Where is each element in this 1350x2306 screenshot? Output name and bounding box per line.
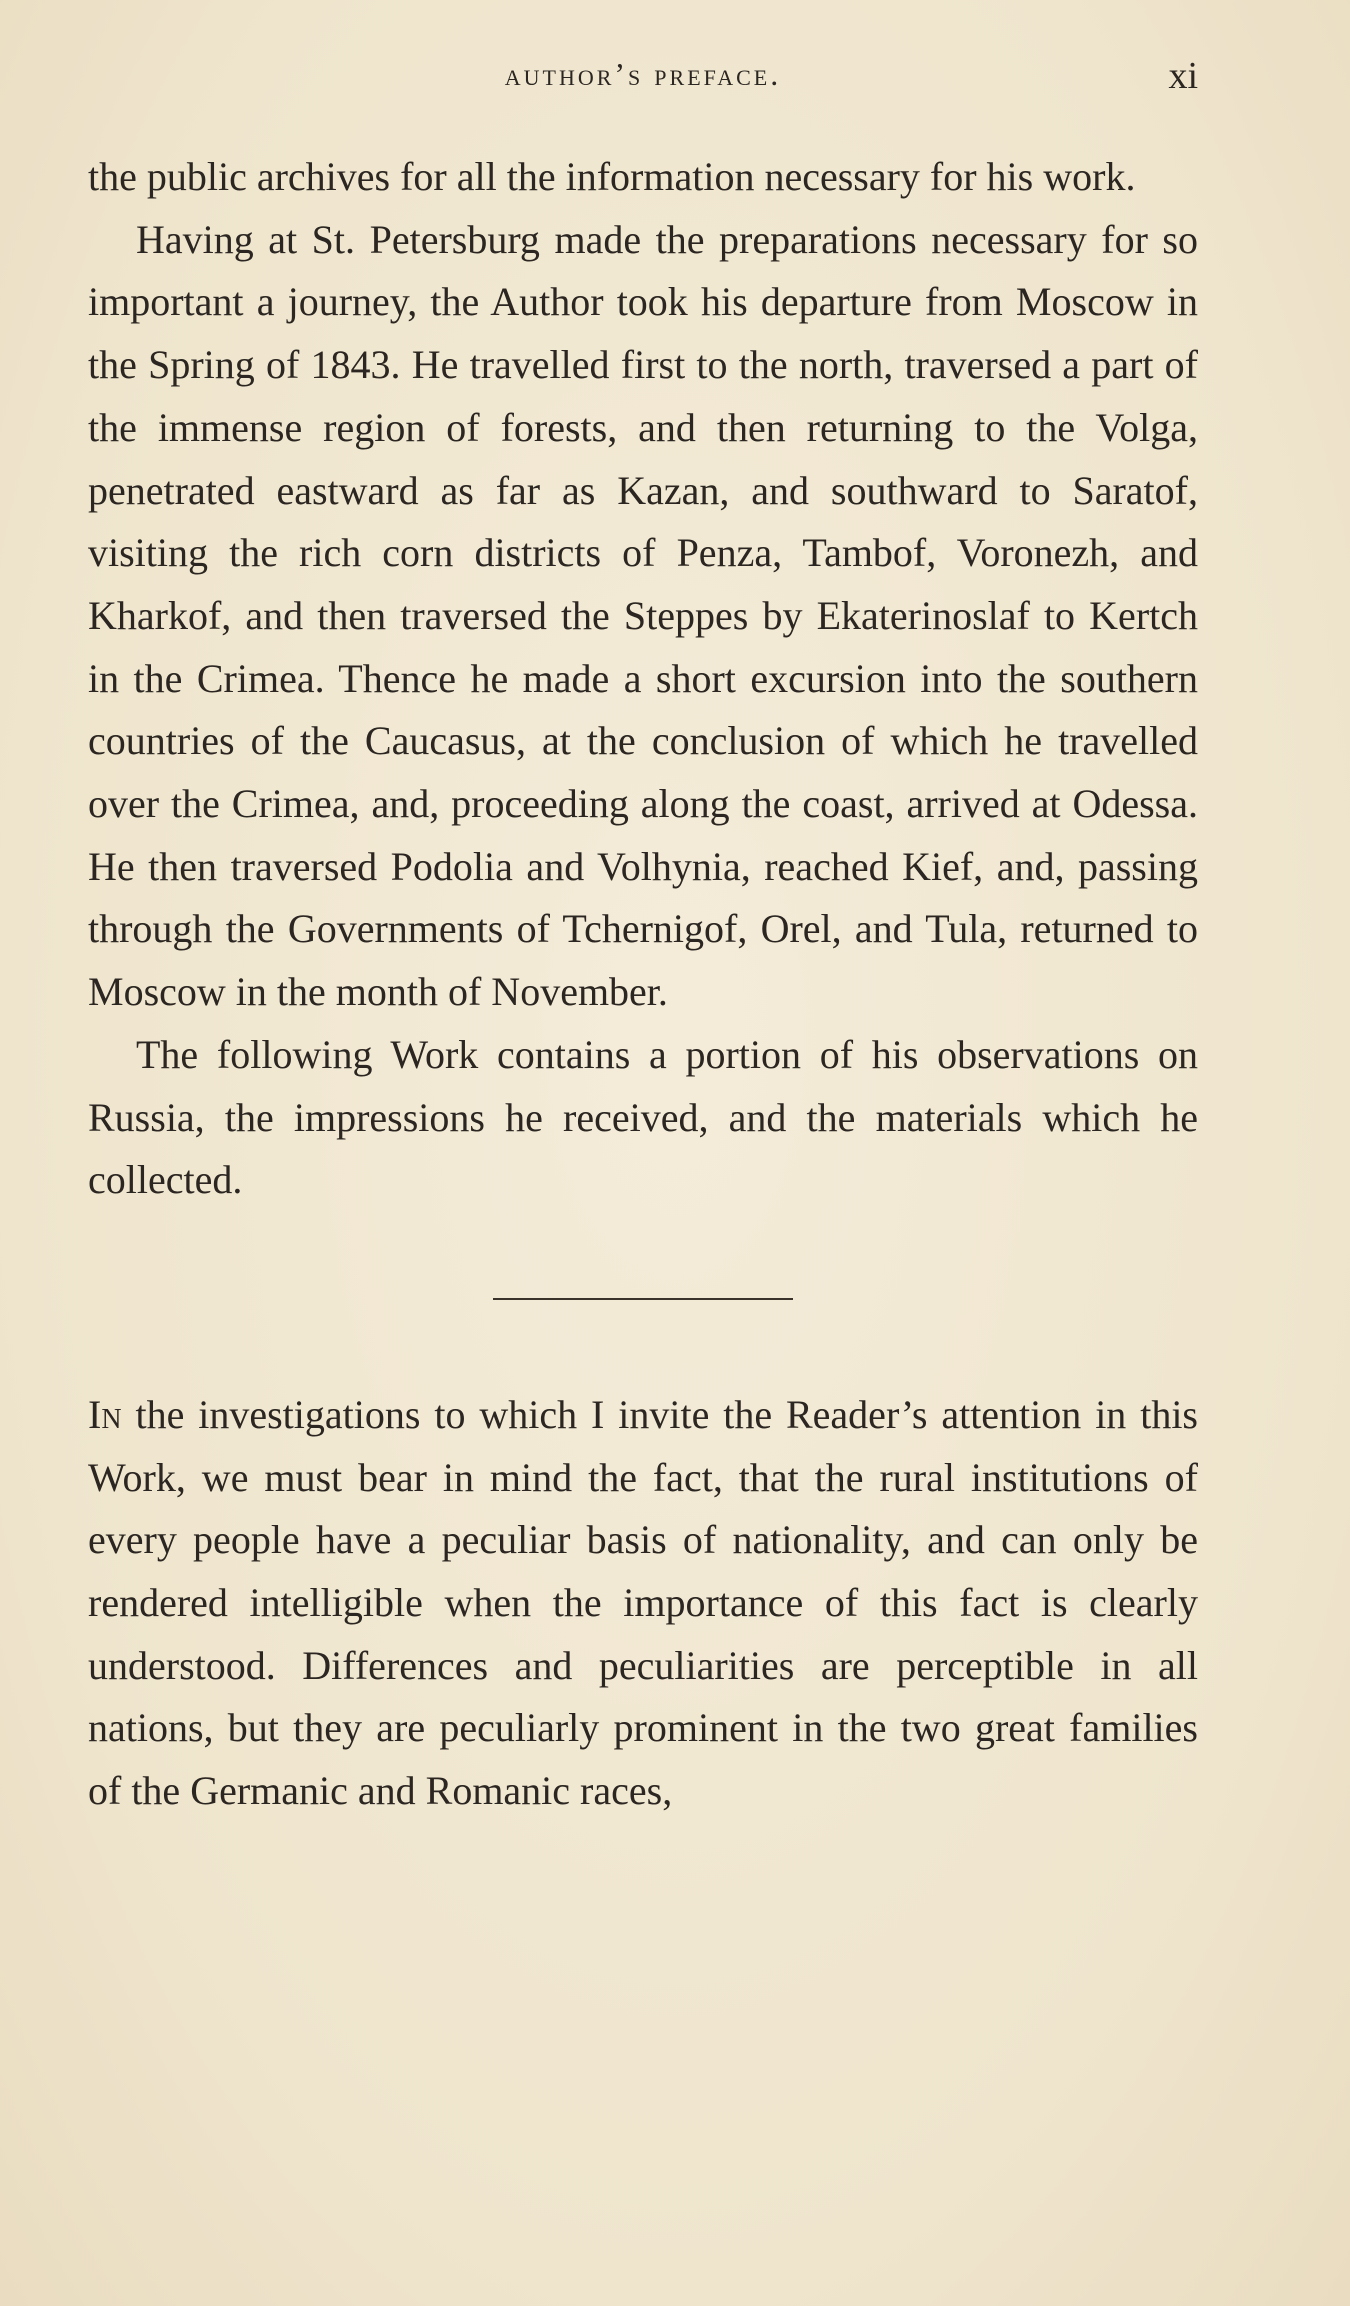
running-head	[88, 56, 1198, 106]
paragraph-work-contents: The following Work contains a portion of his observations on Russia, the impressions he received, and the materials which he collected.	[88, 1031, 1198, 1203]
running-title	[88, 56, 1198, 93]
section-divider	[493, 1298, 793, 1300]
paragraph-journey: Having at St. Petersburg made the preparations necessary for so important a journey, the Author took his departure from Moscow in the Spring of 1843. He travelled first to the north, traversed a part of the immense region of forests, and then returning to the Volga, penetrated eastward as far as Kazan, and southward to Saratof, visiting the rich corn districts of Penza, Tambof, Voronezh, and Kharkof, and then traversed the Steppes by Ekaterinoslaf to Kertch in the Crimea. Thence he made a short excursion into the southern countries of the Caucasus, at the conclusion of which he travelled over the Crimea, and, proceeding along the coast, arrived at Odessa. He then traversed Podolia and Volhynia, reached Kief, and, passing through the Governments of Tchernigof, Orel, and Tula, returned to Moscow in the month of November.	[88, 216, 1198, 1015]
running-title-text: author’s preface.	[504, 56, 782, 92]
paragraph-investigations	[88, 1384, 1198, 1823]
body-text	[88, 146, 1198, 1823]
paragraph-continued: the public archives for all the information necessary for his work.	[88, 154, 1136, 199]
page-number: xi	[1168, 55, 1198, 97]
paragraph-lead-word: In	[88, 1391, 122, 1437]
paragraph-investigations-text: the investigations to which I invite the Reader’s attention in this Work, we must bear in mind the fact, that the rural institutions of every people have a peculiar basis of nationality, and can only be rendered intelligible when the importance of this fact is clearly understood. Differences and peculiarities are perceptible in all nations, but they are peculiarly prominent in the two great families of the Germanic and Romanic races,	[88, 1391, 1198, 1814]
